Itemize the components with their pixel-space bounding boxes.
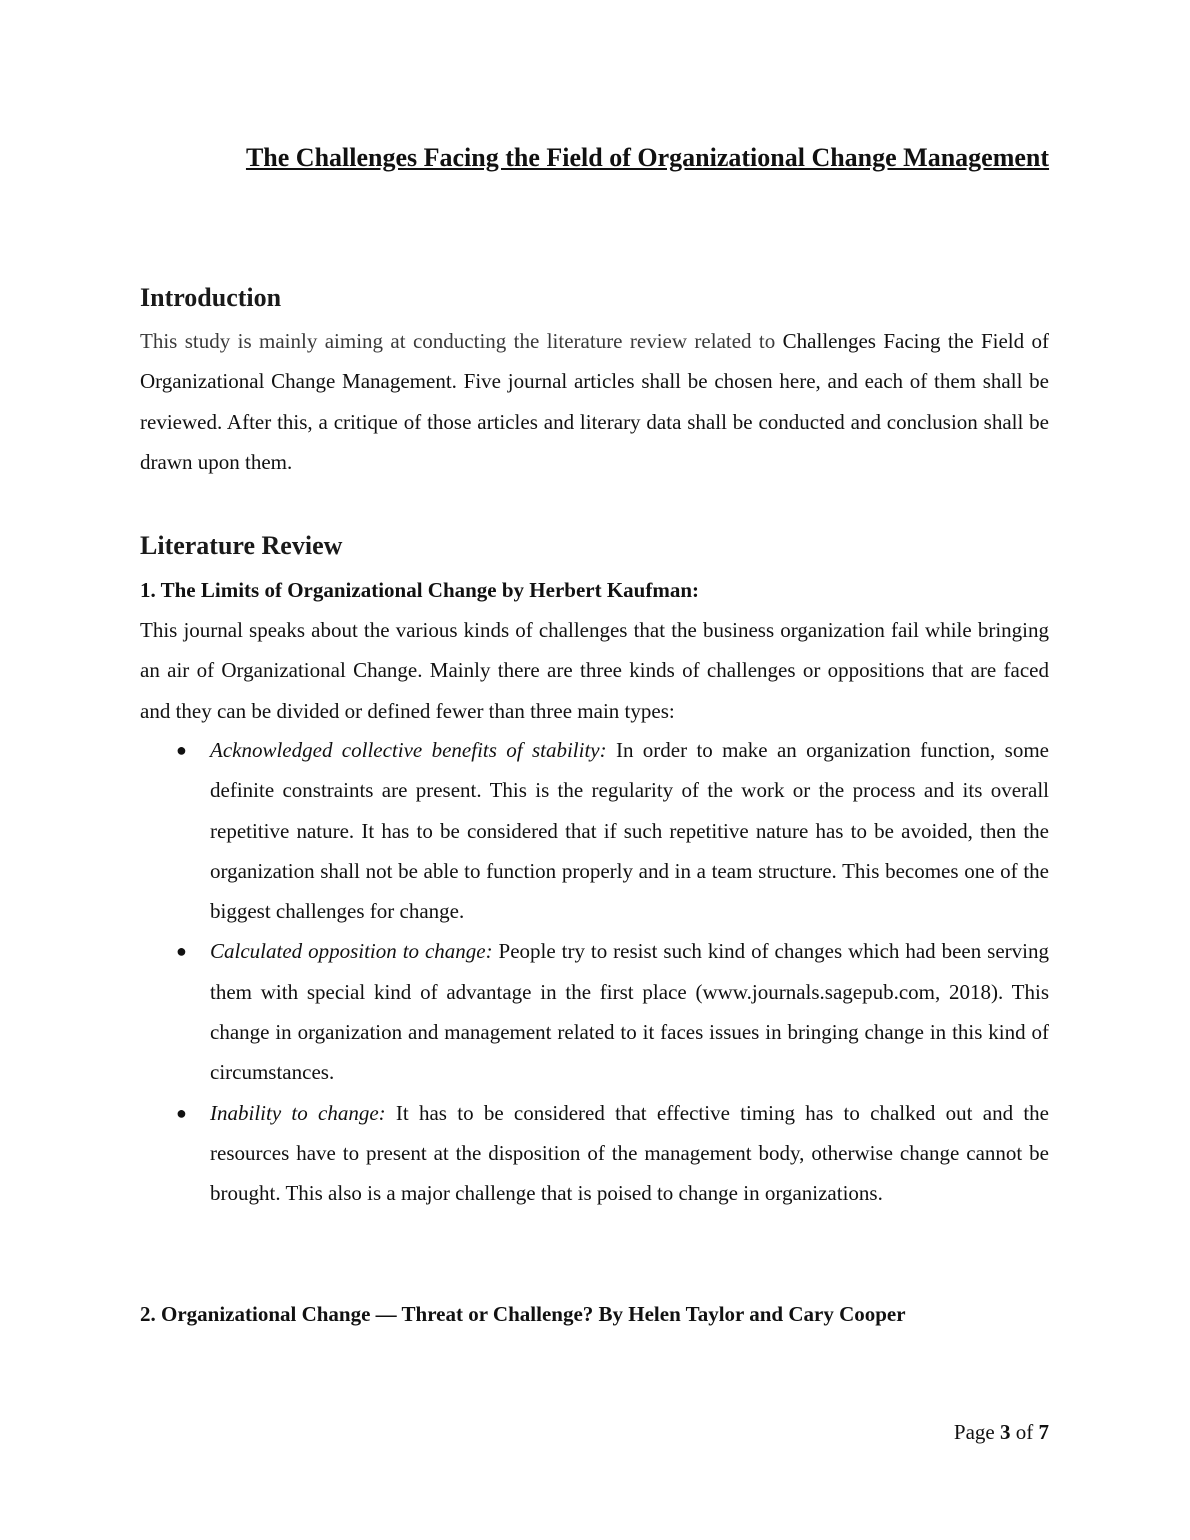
section-1-paragraph: This journal speaks about the various kinds of challenges that the business organization fail while bringing an air of Organizational Change. Mainly there are three kinds of challenges or oppositions that are faced and they can be divided or defined fewer than three main types: bbox=[140, 618, 1049, 723]
literature-review-heading: Literature Review bbox=[140, 531, 343, 560]
bullet-icon: ● bbox=[176, 941, 187, 962]
introduction-heading: Introduction bbox=[140, 283, 282, 312]
bullet-icon: ● bbox=[176, 740, 187, 760]
bullet-text: People try to resist such kind of changes which had been serving them with special kind of advantage in the first place (www.journals.sagepub.com, 2018). This change in organization and management related to it faces issues in bringing change in this kind of circumstances. bbox=[210, 939, 1049, 1085]
bullet-icon: ● bbox=[176, 1102, 187, 1123]
bullet-text: It has to be considered that effective timing has to chalked out and the resources have to present at the disposition of the management body, otherwise change cannot be brought. This also is a major challenge that is poised to change in organizations. bbox=[210, 1100, 1049, 1206]
total-pages: 7 bbox=[1038, 1420, 1049, 1444]
current-page: 3 bbox=[1000, 1420, 1011, 1444]
bullet-term: Acknowledged collective benefits of stability: bbox=[210, 738, 607, 762]
introduction-paragraph-lead: This study is mainly aiming at conducting the literature review related to bbox=[140, 329, 776, 353]
section-2-heading: 2. Organizational Change — Threat or Challenge? By Helen Taylor and Cary Cooper bbox=[140, 1302, 906, 1326]
page-number-footer bbox=[954, 1418, 1049, 1446]
section-1-heading: 1. The Limits of Organizational Change by Herbert Kaufman: bbox=[140, 578, 700, 602]
of-label: of bbox=[1015, 1420, 1034, 1444]
bullet-item-stability bbox=[140, 730, 1049, 931]
bullet-term: Calculated opposition to change: bbox=[210, 939, 493, 964]
bullet-item-opposition bbox=[140, 931, 1049, 1092]
bullet-item-inability bbox=[140, 1093, 1049, 1214]
bullet-term: Inability to change: bbox=[210, 1100, 386, 1125]
bullet-text: In order to make an organization function, some definite constraints are present. This is the regularity of the work or the process and its overall repetitive nature. It has to be considered that if such repetitive nature has to be avoided, then the organization shall not be able to function properly and in a team structure. This becomes one of the biggest challenges for change. bbox=[210, 738, 1049, 924]
page-label: Page bbox=[953, 1420, 995, 1444]
challenges-bullet-list bbox=[140, 730, 1049, 1214]
introduction-paragraph-rest: Challenges Facing the Field of Organizational Change Management. Five journal articles shall be chosen here, and each of them shall be reviewed. After this, a critique of those articles and literary data shall be conducted and conclusion shall be drawn upon them. bbox=[140, 329, 1049, 474]
introduction-paragraph bbox=[140, 321, 1049, 482]
document-title: The Challenges Facing the Field of Organizational Change Management bbox=[245, 143, 1050, 172]
